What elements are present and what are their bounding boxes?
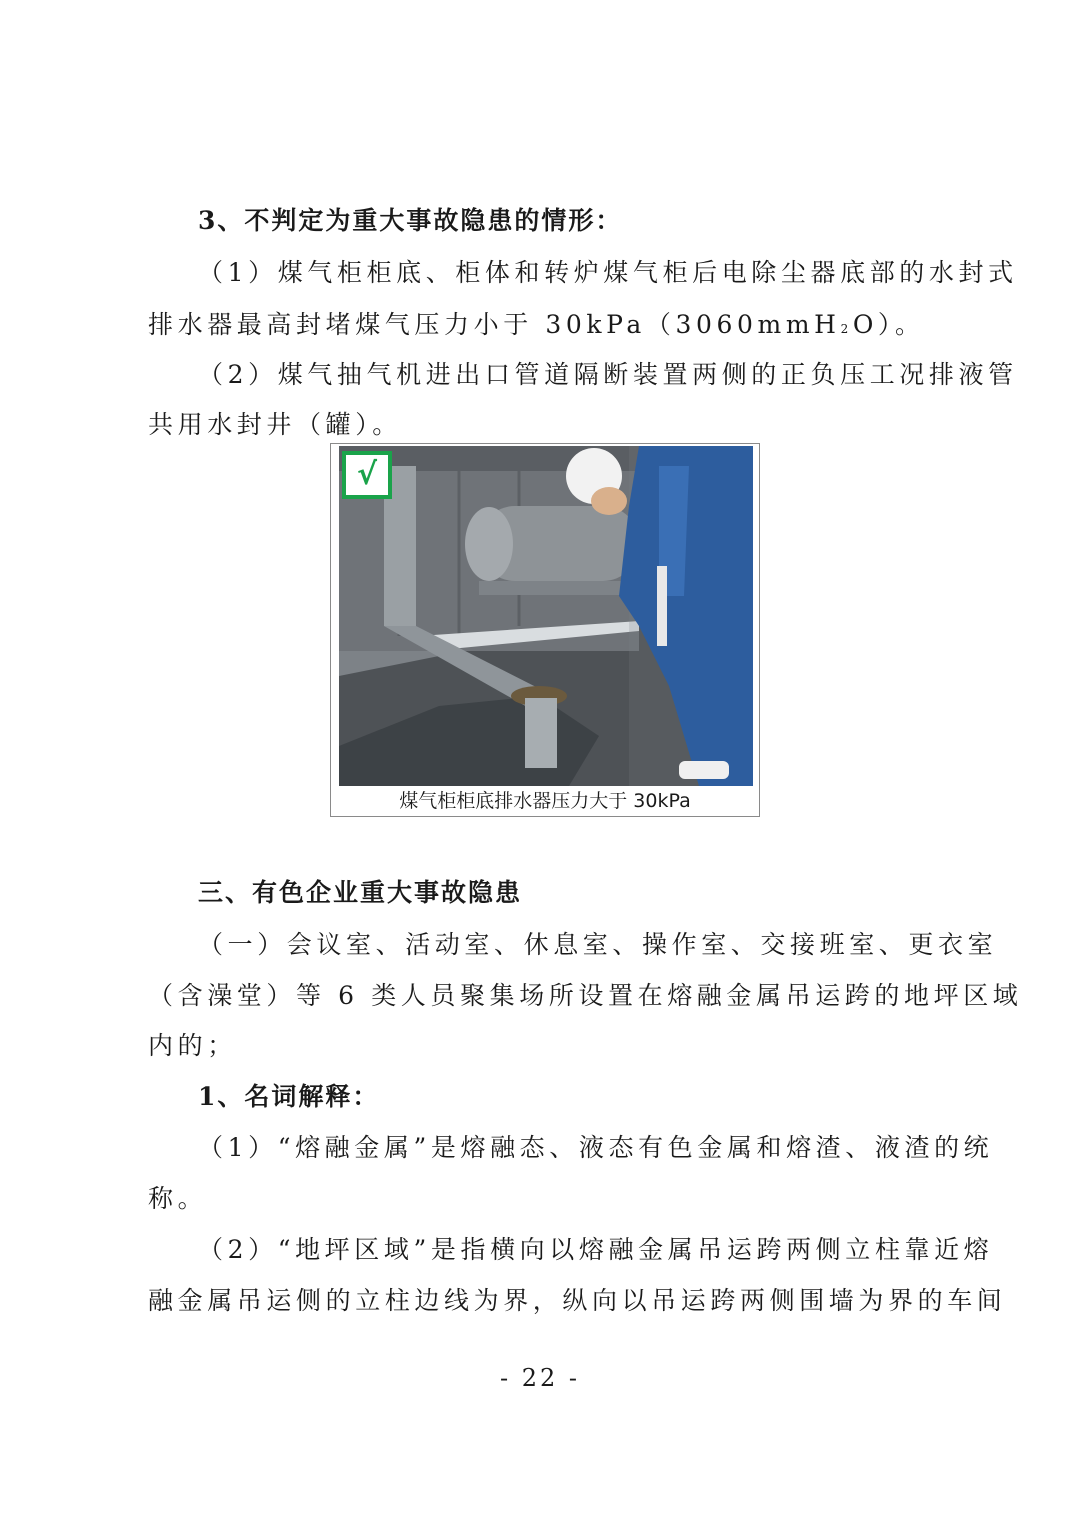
item-2-line-2: 共用水封井（罐）。 [148, 410, 402, 439]
item-1-line-2 [148, 308, 948, 346]
clause-1-line-1: （一）会议室、活动室、休息室、操作室、交接班室、更衣室 [198, 930, 998, 959]
page-number: - 22 - [499, 1364, 580, 1392]
definition-2-line-1: （2）“地坪区域”是指横向以熔融金属吊运跨两侧立柱靠近熔 [198, 1235, 994, 1264]
definition-1-line-2: 称。 [148, 1184, 208, 1213]
definition-2-line-2: 融金属吊运侧的立柱边线为界，纵向以吊运跨两侧围墙为界的车间 [148, 1286, 1007, 1315]
check-mark-icon: √ [356, 457, 377, 492]
clause-1-line-2: （含澡堂）等 6 类人员聚集场所设置在熔融金属吊运跨的地坪区域 [148, 981, 1023, 1010]
definition-1-line-1: （1）“熔融金属”是熔融态、液态有色金属和熔渣、液渣的统 [198, 1133, 994, 1162]
check-mark-box [342, 451, 392, 499]
part-heading-3: 三、有色企业重大事故隐患 [198, 878, 523, 907]
section-heading-3: 3、不判定为重大事故隐患的情形： [198, 206, 623, 235]
definition-heading: 1、名词解释： [198, 1082, 380, 1111]
photo-gas-holder-drain [339, 446, 753, 786]
subscript-2: 2 [840, 322, 853, 336]
figure-caption: 煤气柜柜底排水器压力大于 30kPa [399, 790, 691, 812]
photo-illustration [339, 446, 753, 786]
item-1-line-2-end: O）。 [852, 310, 925, 339]
clause-1-line-3: 内的； [148, 1031, 237, 1060]
item-1-line-1: （1）煤气柜柜底、柜体和转炉煤气柜后电除尘器底部的水封式 [198, 258, 1018, 287]
item-1-line-2-text: 排水器最高封堵煤气压力小于 30kPa（3060mmH [148, 310, 841, 339]
figure-drainage-photo [330, 443, 760, 817]
item-2-line-1: （2）煤气抽气机进出口管道隔断装置两侧的正负压工况排液管 [198, 360, 1018, 389]
